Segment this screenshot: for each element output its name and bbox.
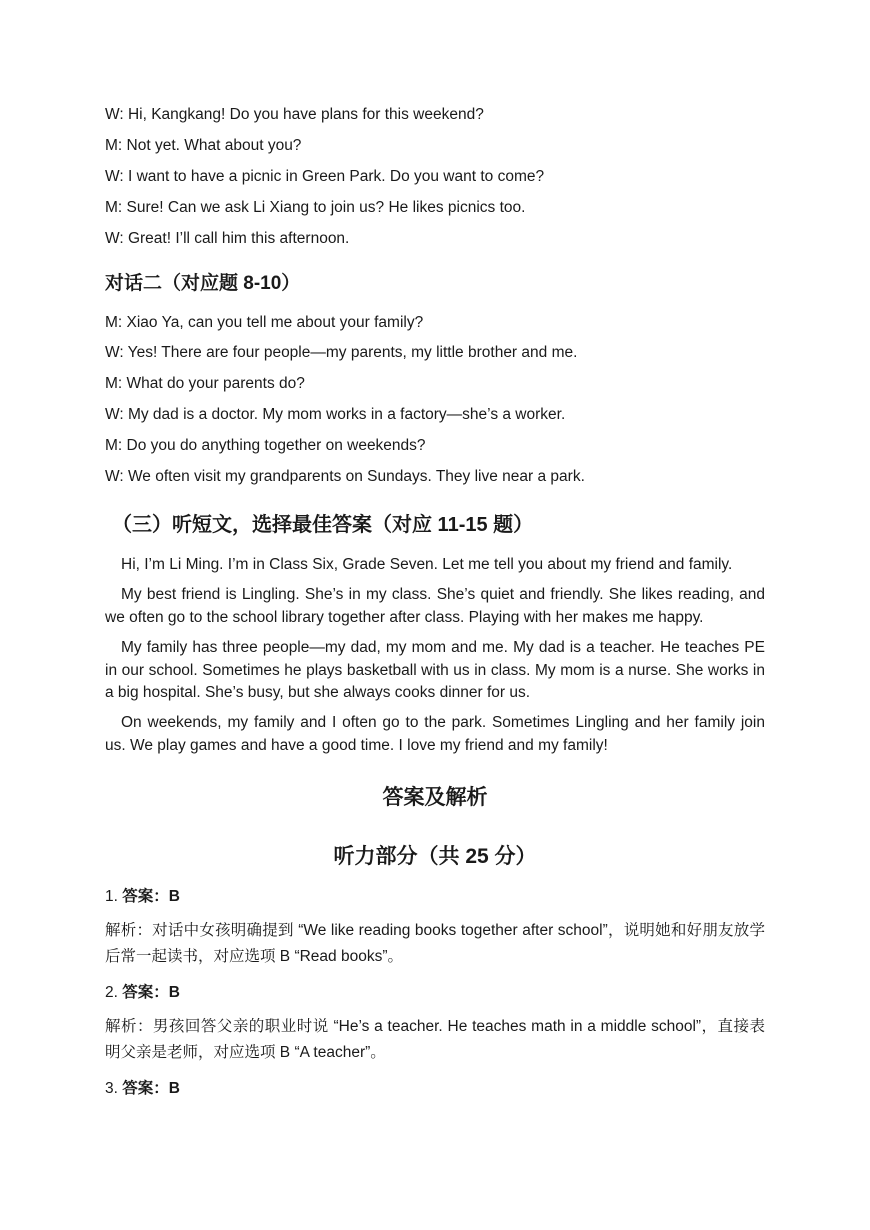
answer-explanation: 解析：对话中女孩明确提到 “We like reading books together after school”，说明她和好朋友放学后常一起读书，对应选项 B “Read books”。	[105, 922, 765, 965]
answer-number: 1.	[105, 888, 118, 905]
dialogue2-line: W: We often visit my grandparents on Sundays. They live near a park.	[105, 468, 585, 485]
dialogue1-line: W: Great! I’ll call him this afternoon.	[105, 230, 350, 247]
dialogue2-line: M: What do your parents do?	[105, 375, 305, 392]
answer-label: 答案：B	[122, 888, 180, 905]
dialogue1-line: W: Hi, Kangkang! Do you have plans for this weekend?	[105, 106, 484, 123]
dialogue2-line: M: Do you do anything together on weekends?	[105, 437, 426, 454]
answer-number: 2.	[105, 984, 118, 1001]
answers-title: 答案及解析	[382, 786, 488, 809]
dialogue1-line: M: Sure! Can we ask Li Xiang to join us? He likes picnics too.	[105, 199, 526, 216]
answer-item	[105, 983, 180, 1003]
answer-label: 答案：B	[122, 1080, 180, 1097]
dialogue2-line: M: Xiao Ya, can you tell me about your family?	[105, 314, 424, 331]
dialogue1-line: M: Not yet. What about you?	[105, 137, 302, 154]
dialogue2-line: W: Yes! There are four people—my parents, my little brother and me.	[105, 344, 578, 361]
dialogue2-heading: 对话二（对应题 8-10）	[105, 273, 301, 294]
passage-paragraph: Hi, I’m Li Ming. I’m in Class Six, Grade Seven. Let me tell you about my friend and family.	[121, 556, 733, 573]
passage-heading: （三）听短文，选择最佳答案（对应 11-15 题）	[112, 514, 534, 536]
dialogue1-line: W: I want to have a picnic in Green Park. Do you want to come?	[105, 168, 545, 185]
answer-label: 答案：B	[122, 984, 180, 1001]
answer-item	[105, 1079, 180, 1099]
passage-paragraph: On weekends, my family and I often go to the park. Sometimes Lingling and her family join us. We play games and have a good time. I love my friend and my family!	[105, 714, 765, 754]
passage-paragraph: My family has three people—my dad, my mom and me. My dad is a teacher. He teaches PE in our school. Sometimes he plays basketball with us in class. My mom is a nurse. She works in a big hospital. She’s busy, but she always cooks dinner for us.	[105, 639, 765, 701]
answer-item	[105, 887, 180, 907]
passage-paragraph: My best friend is Lingling. She’s in my class. She’s quiet and friendly. She likes reading, and we often go to the school library together after class. Playing with her makes me happy.	[105, 586, 765, 626]
answer-number: 3.	[105, 1080, 118, 1097]
dialogue2-line: W: My dad is a doctor. My mom works in a factory—she’s a worker.	[105, 406, 566, 423]
answers-subtitle: 听力部分（共 25 分）	[333, 845, 537, 868]
answer-explanation: 解析：男孩回答父亲的职业时说 “He’s a teacher. He teaches math in a middle school”，直接表明父亲是老师，对应选项 B “A teacher”。	[105, 1018, 765, 1061]
